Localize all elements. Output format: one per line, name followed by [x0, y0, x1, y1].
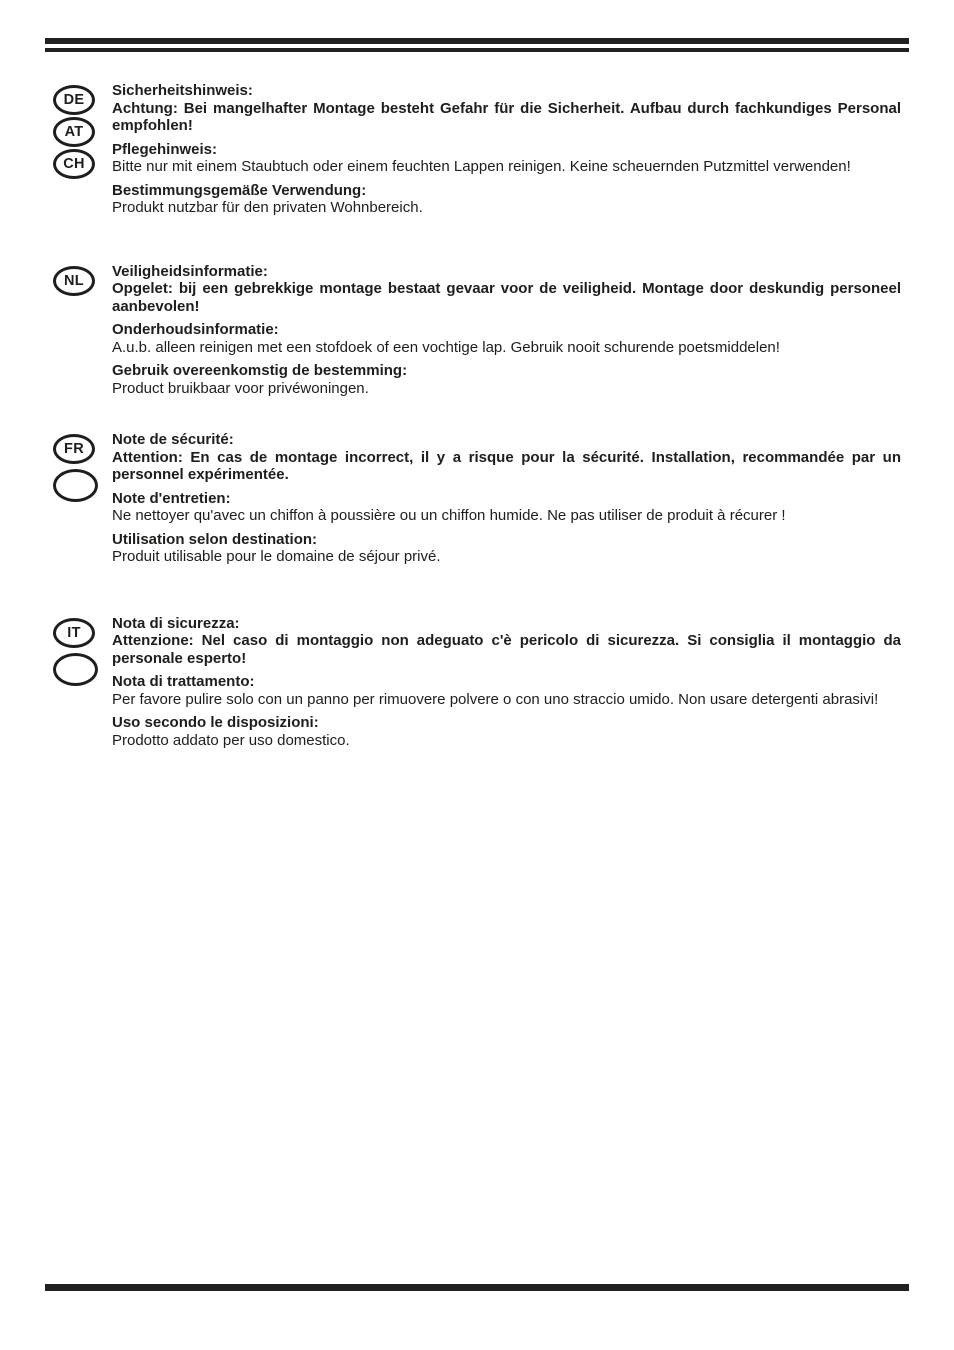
safety-note-block — [112, 263, 901, 316]
top-rule-thin — [45, 48, 909, 52]
badge-column-french — [53, 431, 112, 566]
bottom-rule — [45, 1284, 909, 1291]
safety-note-body: Attenzione: Nel caso di montaggio non adeguato c'è pericolo di sicurezza. Si consiglia il montaggio da personale esperto! — [112, 632, 901, 667]
care-note-heading: Nota di trattamento: — [112, 673, 255, 690]
care-note-heading: Note d'entretien: — [112, 489, 231, 507]
intended-use-block — [112, 182, 901, 217]
care-note-block — [112, 673, 901, 708]
care-note-body: Ne nettoyer qu'avec un chiffon à poussière ou un chiffon humide. Ne pas utiliser de produit à récurer ! — [112, 507, 786, 524]
intended-use-heading: Uso secondo le disposizioni: — [112, 714, 319, 731]
safety-note-heading: Veiligheidsinformatie: — [112, 262, 268, 280]
care-note-block — [112, 321, 901, 356]
empty-oval-badge — [53, 469, 98, 502]
country-badge-nl: NL — [53, 266, 95, 296]
safety-note-body: Opgelet: bij een gebrekkige montage bestaat gevaar voor de veiligheid. Montage door deskundig personeel aanbevolen! — [112, 280, 901, 315]
intended-use-heading: Bestimmungsgemäße Verwendung: — [112, 181, 367, 199]
care-note-heading: Onderhoudsinformatie: — [112, 321, 279, 338]
care-note-heading: Pflegehinweis: — [112, 140, 218, 158]
instruction-sheet — [53, 82, 901, 749]
safety-note-block — [112, 431, 901, 484]
care-note-block — [112, 141, 901, 176]
care-note-body: A.u.b. alleen reinigen met een stofdoek of een vochtige lap. Gebruik nooit schurende poetsmiddelen! — [112, 338, 780, 356]
intended-use-block — [112, 714, 901, 749]
badge-column-italian — [53, 615, 112, 750]
intended-use-body: Produit utilisable pour le domaine de séjour privé. — [112, 548, 441, 565]
country-badge-it: IT — [53, 618, 95, 648]
text-column-german — [112, 82, 901, 217]
badge-column-german — [53, 82, 112, 217]
intended-use-body: Produkt nutzbar für den privaten Wohnbereich. — [112, 199, 423, 216]
care-note-body: Bitte nur mit einem Staubtuch oder einem feuchten Lappen reinigen. Keine scheuernden Putzmittel verwenden! — [112, 158, 851, 175]
safety-note-heading: Note de sécurité: — [112, 431, 234, 448]
care-note-body: Per favore pulire solo con un panno per rimuovere polvere o con uno straccio umido. Non usare detergenti abrasivi! — [112, 690, 879, 708]
safety-note-heading: Nota di sicurezza: — [112, 614, 240, 632]
country-badge-ch: CH — [53, 149, 95, 179]
section-german — [53, 82, 901, 217]
intended-use-heading: Utilisation selon destination: — [112, 530, 318, 548]
section-french — [53, 431, 901, 566]
text-column-dutch — [112, 263, 901, 398]
safety-note-body: Attention: En cas de montage incorrect, il y a risque pour la sécurité. Installation, recommandée par un personnel expérimentée. — [112, 448, 901, 483]
intended-use-block — [112, 362, 901, 397]
text-column-french — [112, 431, 901, 566]
country-badge-fr: FR — [53, 434, 95, 464]
intended-use-heading: Gebruik overeenkomstig de bestemming: — [112, 362, 408, 379]
intended-use-block — [112, 531, 901, 566]
section-italian — [53, 615, 901, 750]
country-badge-de: DE — [53, 85, 95, 115]
care-note-block — [112, 490, 901, 525]
top-rule-thick — [45, 38, 909, 44]
section-dutch — [53, 263, 901, 398]
safety-note-heading: Sicherheitshinweis: — [112, 82, 253, 99]
text-column-italian — [112, 615, 901, 750]
intended-use-body: Product bruikbaar voor privéwoningen. — [112, 379, 369, 397]
safety-note-block — [112, 82, 901, 135]
safety-note-body: Achtung: Bei mangelhafter Montage besteht Gefahr für die Sicherheit. Aufbau durch fachkundiges Personal empfohlen! — [112, 99, 901, 134]
empty-oval-badge — [53, 653, 98, 686]
badge-column-dutch — [53, 263, 112, 398]
intended-use-body: Prodotto addato per uso domestico. — [112, 731, 350, 749]
country-badge-at: AT — [53, 117, 95, 147]
safety-note-block — [112, 615, 901, 668]
